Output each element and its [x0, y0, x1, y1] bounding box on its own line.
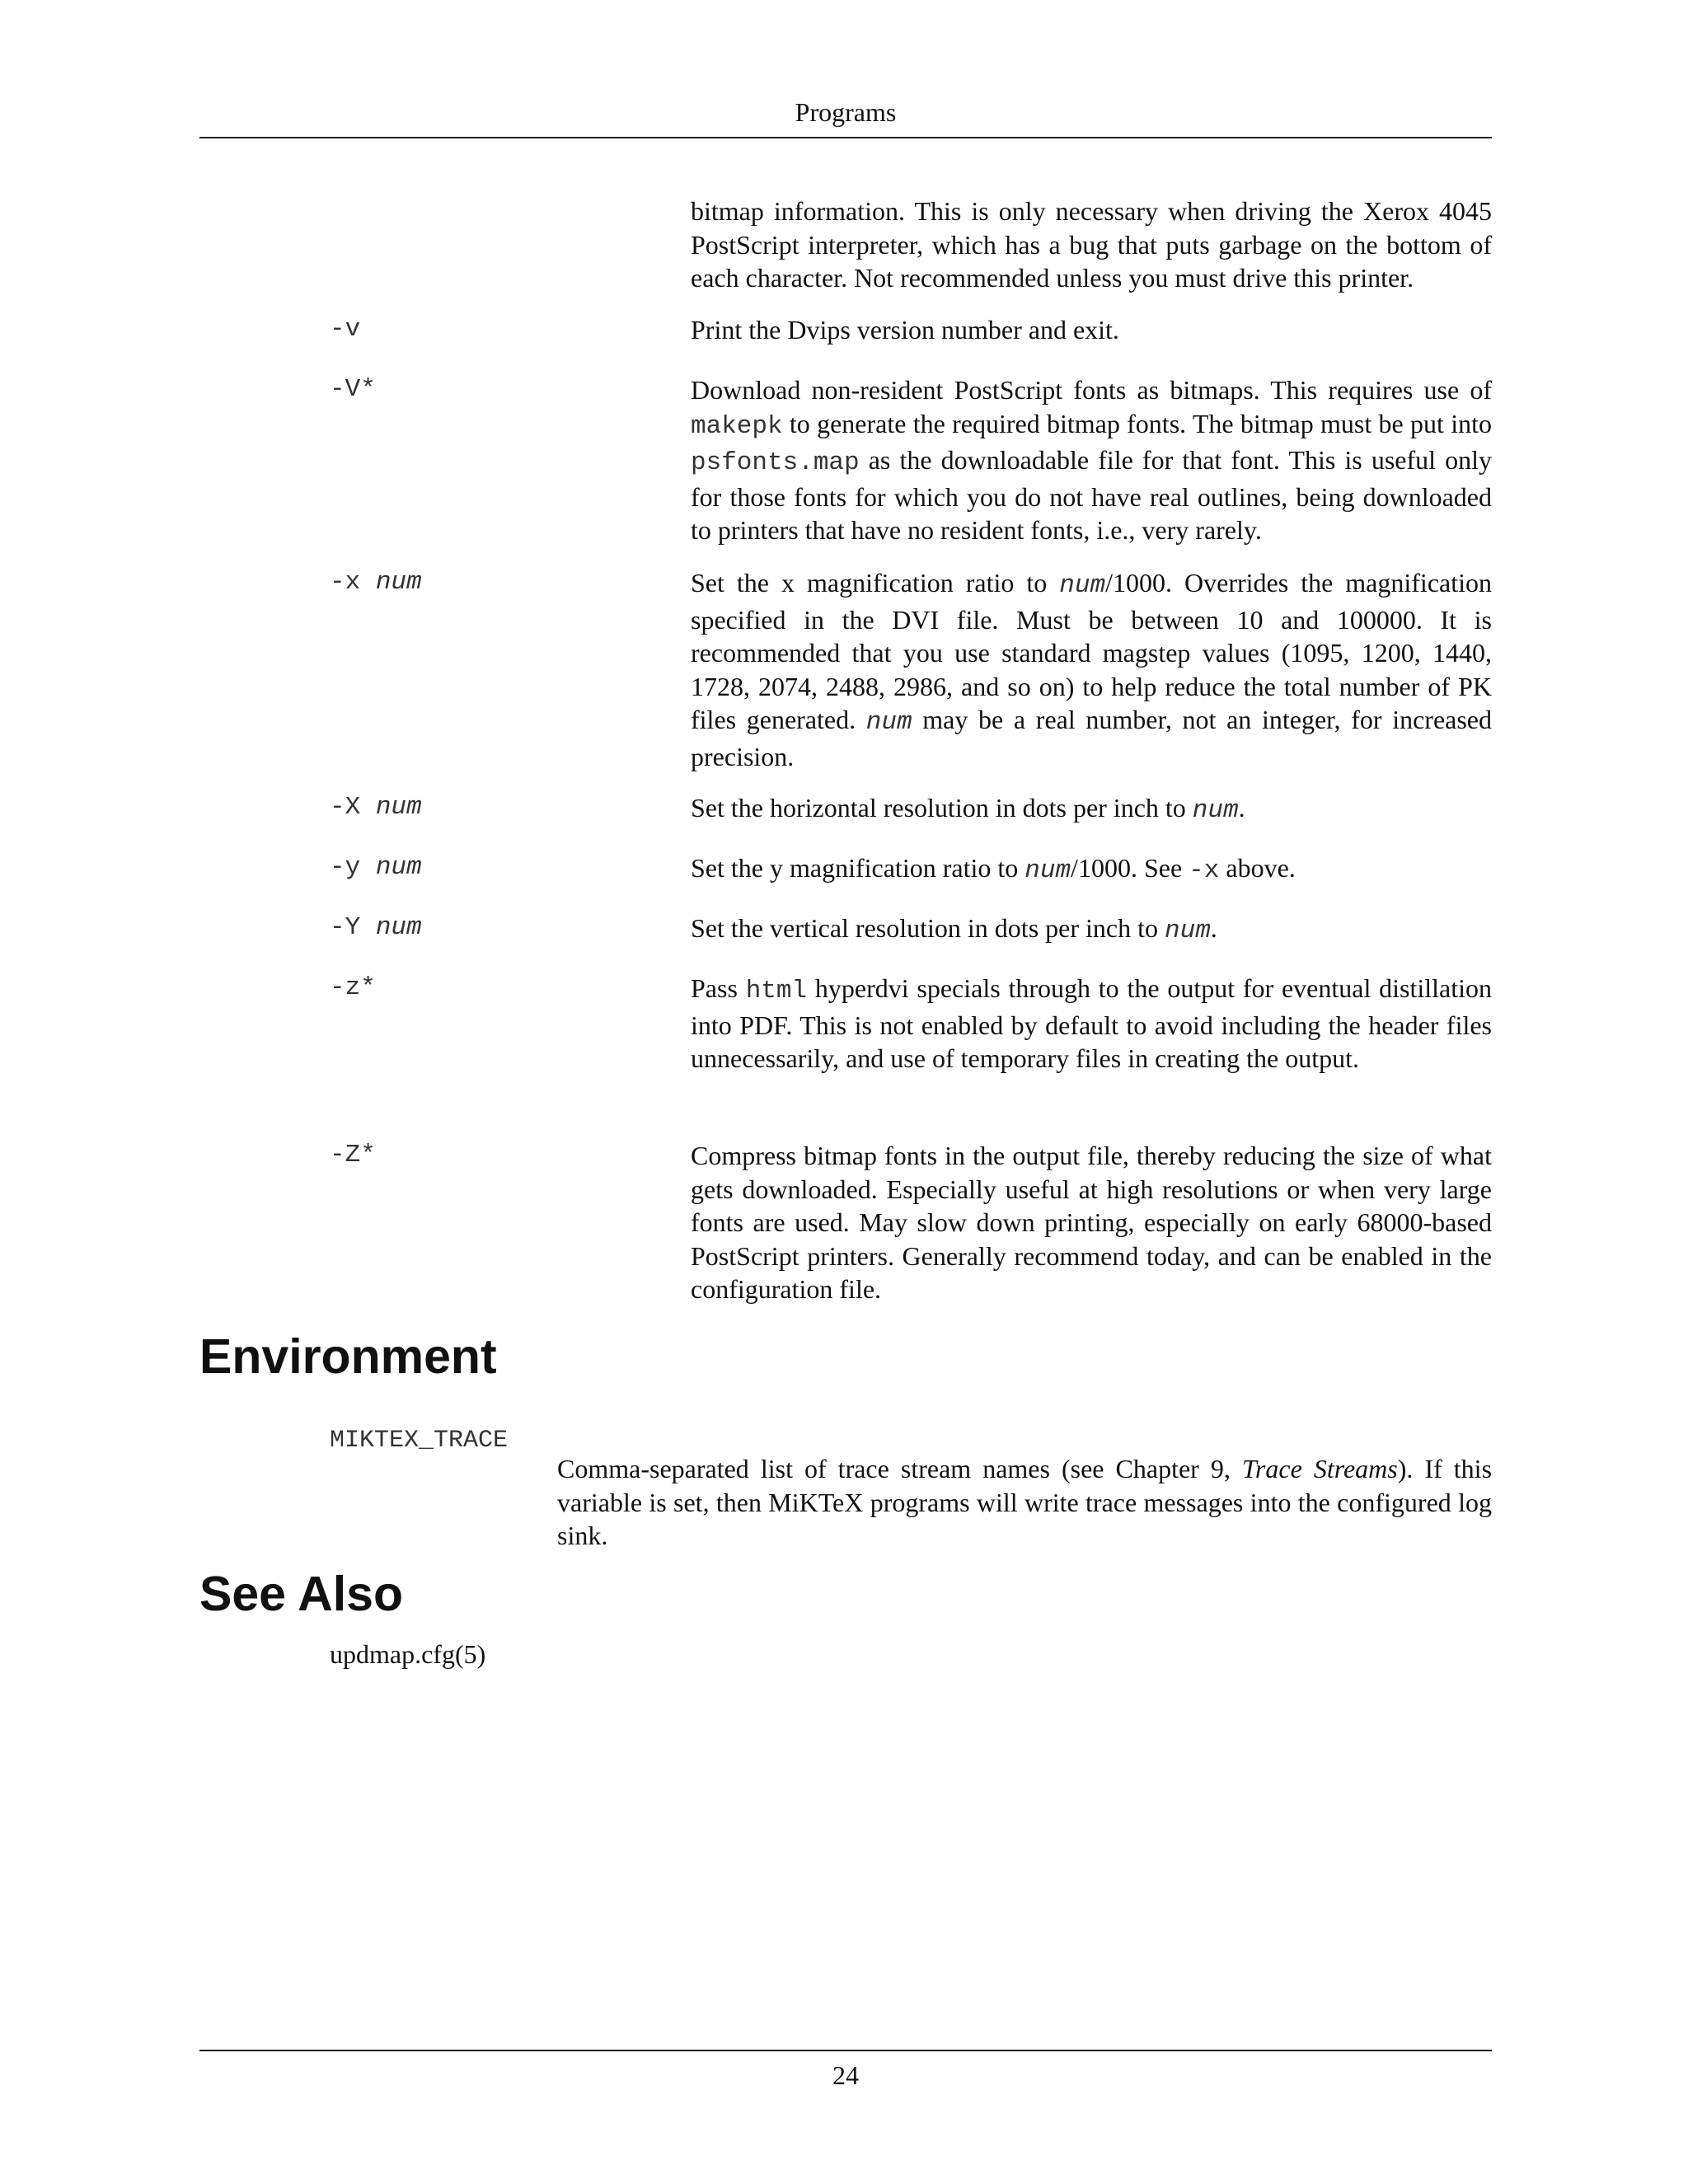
trace-streams-ref: Trace Streams [1241, 1454, 1398, 1483]
option-flag-Y: -Y num [330, 913, 422, 942]
option-desc-v: Print the Dvips version number and exit. [691, 315, 1119, 344]
option-desc-Y: Set the vertical resolution in dots per inch to num. [691, 913, 1217, 945]
running-header: Programs [795, 97, 897, 127]
option-flag-X: -X num [330, 793, 422, 822]
option-desc-z-star: Pass html hyperdvi specials through to the output for eventual distillation into PDF. This is not enabled by default to avoid including the header files unnecessarily, and use of temporary files in creating the output. [691, 973, 1493, 1073]
option-flag-Z-star: -Z* [330, 1141, 376, 1169]
option-desc-y: Set the y magnification ratio to num/1000. See -x above. [691, 853, 1296, 885]
env-variable-name: MIKTEX_TRACE [330, 1427, 509, 1455]
environment-heading: Environment [199, 1329, 497, 1384]
option-flag-z-star: -z* [330, 973, 376, 1002]
code-html: html [745, 977, 808, 1005]
option-flag-v: -v [330, 315, 361, 344]
header-rule [199, 137, 1492, 138]
see-also-ref: updmap.cfg(5) [330, 1639, 486, 1669]
option-desc-x: Set the x magnification ratio to num/1000. Overrides the magnification specified in the DVI file. Must be between 10 and 100000. It is recommended that you use standard magstep values (1095, 1200, 1440, 1728, 2074, 2488, 2986, and so on) to help reduce the total number of PK files generated. num may be a real number, not an integer, for increased precision. [691, 568, 1493, 771]
page-number: 24 [832, 2060, 859, 2090]
option-flag-x: -x num [330, 568, 422, 597]
see-also-heading: See Also [199, 1567, 404, 1621]
option-desc-Z-star: Compress bitmap fonts in the output file, thereby reducing the size of what gets downloaded. Especially useful at high resolutions or when very large fonts are used. May slow down printing, especially on early 68000-based PostScript printers. Generally recommend today, and can be enabled in the configuration file. [691, 1141, 1492, 1304]
code-makepk: makepk [691, 411, 783, 441]
code-psfonts-map: psfonts.map [691, 448, 860, 477]
continued-description: bitmap information. This is only necessary when driving the Xerox 4045 PostScript interpreter, which has a bug that puts garbage on the bottom of each character. Not recommended unless you must drive this printer. [691, 196, 1492, 293]
option-desc-X: Set the horizontal resolution in dots per inch to num. [691, 793, 1245, 825]
option-flag-y: -y num [330, 853, 422, 882]
option-flag-V-star: -V* [330, 375, 376, 404]
env-variable-desc: Comma-separated list of trace stream names (see Chapter 9, Trace Streams). If this variable is set, then MiKTeX programs will write trace messages into the configured log sink. [557, 1454, 1493, 1550]
footer-rule [199, 2050, 1492, 2051]
option-desc-V-star: Download non-resident PostScript fonts as bitmaps. This requires use of makepk to generate the required bitmap fonts. The bitmap must be put into psfonts.map as the downloadable file for that font. This is useful only for those fonts for which you do not have real outlines, being downloaded to printers that have no resident fonts, i.e., very rarely. [691, 375, 1492, 545]
